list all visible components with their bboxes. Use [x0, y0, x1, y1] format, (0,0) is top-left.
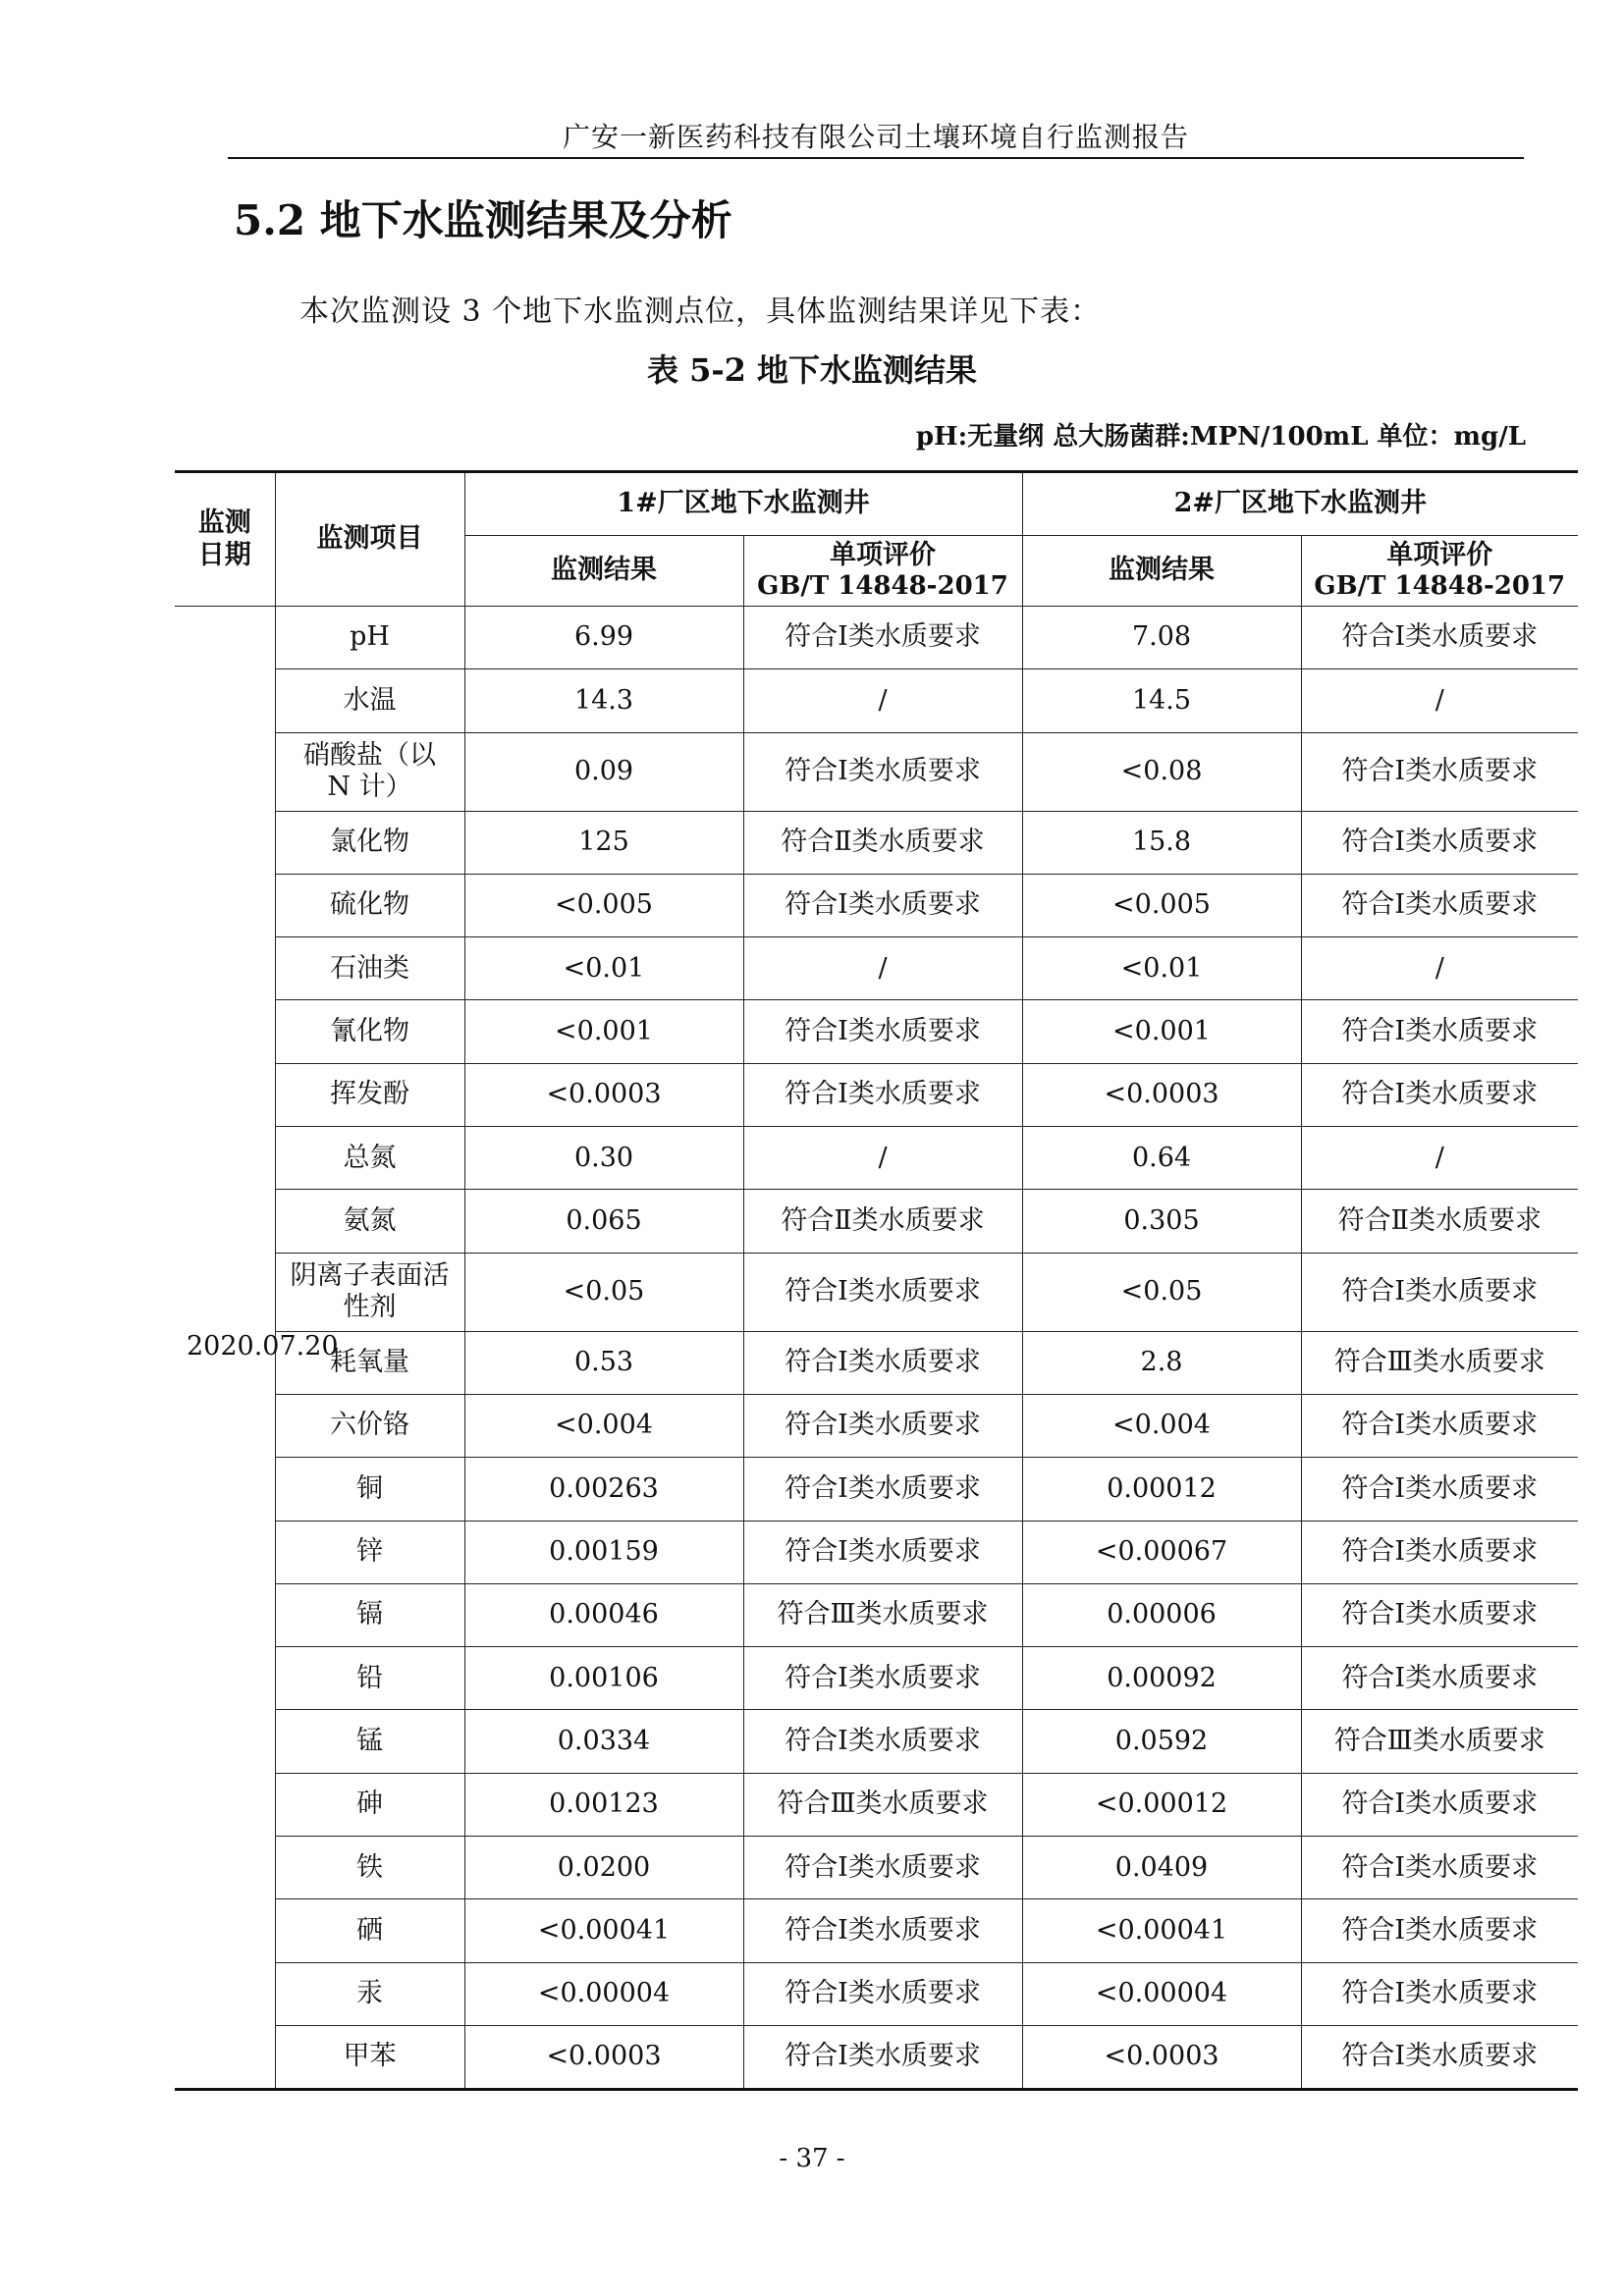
well1-result-cell: 0.09 — [464, 732, 743, 811]
table-row — [175, 1837, 1578, 1899]
section-title: 5.2 地下水监测结果及分析 — [234, 196, 732, 244]
table-units-note: pH:无量纲 总大肠菌群:MPN/100mL 单位：mg/L — [915, 422, 1526, 452]
well1-result-cell: 0.53 — [464, 1331, 743, 1394]
well1-result-cell: <0.001 — [464, 1000, 743, 1063]
table-row — [175, 1710, 1578, 1773]
table-row — [175, 1773, 1578, 1836]
page-number: - 37 - — [779, 2144, 845, 2173]
header-eval-label: 单项评价 — [830, 539, 936, 570]
well2-result-cell: 14.5 — [1022, 669, 1301, 732]
table-row — [175, 1521, 1578, 1583]
item-cell: 氨氮 — [275, 1190, 464, 1253]
well1-eval-cell: 符合Ⅰ类水质要求 — [743, 1837, 1022, 1899]
item-cell: 汞 — [275, 1962, 464, 2025]
header-eval-label: 单项评价 — [1386, 539, 1493, 570]
well2-result-cell: 0.0592 — [1022, 1710, 1301, 1773]
well1-eval-cell: 符合Ⅰ类水质要求 — [743, 1000, 1022, 1063]
well2-eval-cell: 符合Ⅰ类水质要求 — [1301, 2025, 1578, 2089]
item-cell: 阴离子表面活性剂 — [275, 1253, 464, 1331]
well2-eval-cell: 符合Ⅰ类水质要求 — [1301, 1000, 1578, 1063]
well1-result-cell: <0.00004 — [464, 1962, 743, 2025]
well1-eval-cell: / — [743, 937, 1022, 1000]
well2-eval-cell: / — [1301, 669, 1578, 732]
well2-eval-cell: 符合Ⅰ类水质要求 — [1301, 1899, 1578, 1962]
item-cell: 铅 — [275, 1647, 464, 1710]
well1-result-cell: 0.0200 — [464, 1837, 743, 1899]
header-eval-2 — [1301, 536, 1578, 607]
well1-result-cell: <0.0003 — [464, 2025, 743, 2089]
item-cell: 砷 — [275, 1773, 464, 1836]
well1-result-cell: 0.0334 — [464, 1710, 743, 1773]
table-body — [175, 607, 1578, 2090]
table-row — [175, 2025, 1578, 2089]
header-result-2: 监测结果 — [1022, 536, 1301, 607]
item-cell: 挥发酚 — [275, 1063, 464, 1126]
well1-eval-cell: 符合Ⅰ类水质要求 — [743, 1394, 1022, 1457]
well2-eval-cell: 符合Ⅰ类水质要求 — [1301, 1773, 1578, 1836]
well2-eval-cell: 符合Ⅲ类水质要求 — [1301, 1331, 1578, 1394]
well1-eval-cell: 符合Ⅰ类水质要求 — [743, 1710, 1022, 1773]
well2-eval-cell: 符合Ⅰ类水质要求 — [1301, 1837, 1578, 1899]
well2-result-cell: 0.305 — [1022, 1190, 1301, 1253]
well1-result-cell: 14.3 — [464, 669, 743, 732]
well1-eval-cell: 符合Ⅰ类水质要求 — [743, 1063, 1022, 1126]
well2-eval-cell: 符合Ⅰ类水质要求 — [1301, 732, 1578, 811]
well1-result-cell: 0.00123 — [464, 1773, 743, 1836]
item-cell: 锌 — [275, 1521, 464, 1583]
item-cell: 水温 — [275, 669, 464, 732]
well2-eval-cell: 符合Ⅰ类水质要求 — [1301, 1458, 1578, 1521]
well1-result-cell: <0.01 — [464, 937, 743, 1000]
well1-result-cell: 125 — [464, 811, 743, 874]
well2-eval-cell: 符合Ⅰ类水质要求 — [1301, 874, 1578, 936]
well1-result-cell: 6.99 — [464, 607, 743, 669]
header-well-1: 1#厂区地下水监测井 — [464, 472, 1022, 536]
table-row — [175, 1063, 1578, 1126]
well2-result-cell: <0.005 — [1022, 874, 1301, 936]
table-row — [175, 1458, 1578, 1521]
well2-eval-cell: 符合Ⅰ类水质要求 — [1301, 1521, 1578, 1583]
header-eval-1 — [743, 536, 1022, 607]
item-cell: pH — [275, 607, 464, 669]
header-standard: GB/T 14848-2017 — [1314, 571, 1566, 602]
table-row — [175, 874, 1578, 936]
well1-eval-cell: 符合Ⅰ类水质要求 — [743, 1458, 1022, 1521]
table-row — [175, 1127, 1578, 1190]
table-caption: 表 5-2 地下水监测结果 — [646, 351, 978, 389]
well2-eval-cell: 符合Ⅲ类水质要求 — [1301, 1710, 1578, 1773]
well2-result-cell: <0.001 — [1022, 1000, 1301, 1063]
well2-eval-cell: 符合Ⅰ类水质要求 — [1301, 811, 1578, 874]
table-row — [175, 1000, 1578, 1063]
well1-eval-cell: 符合Ⅱ类水质要求 — [743, 811, 1022, 874]
header-standard: GB/T 14848-2017 — [757, 571, 1008, 602]
table-row — [175, 607, 1578, 669]
well1-result-cell: <0.00041 — [464, 1899, 743, 1962]
well1-eval-cell: 符合Ⅰ类水质要求 — [743, 1899, 1022, 1962]
groundwater-results-table — [175, 470, 1578, 2091]
header-result-1: 监测结果 — [464, 536, 743, 607]
table-row — [175, 937, 1578, 1000]
item-cell: 总氮 — [275, 1127, 464, 1190]
well1-eval-cell: 符合Ⅰ类水质要求 — [743, 1253, 1022, 1331]
item-cell: 铜 — [275, 1458, 464, 1521]
well1-eval-cell: 符合Ⅰ类水质要求 — [743, 1521, 1022, 1583]
well2-eval-cell: / — [1301, 937, 1578, 1000]
item-cell: 六价铬 — [275, 1394, 464, 1457]
well2-eval-cell: 符合Ⅰ类水质要求 — [1301, 1962, 1578, 2025]
well1-result-cell: 0.00263 — [464, 1458, 743, 1521]
well2-result-cell: 7.08 — [1022, 607, 1301, 669]
header-rule — [228, 157, 1524, 159]
well1-result-cell: 0.00159 — [464, 1521, 743, 1583]
item-cell: 铁 — [275, 1837, 464, 1899]
table-row — [175, 732, 1578, 811]
well1-eval-cell: 符合Ⅱ类水质要求 — [743, 1190, 1022, 1253]
item-cell: 甲苯 — [275, 2025, 464, 2089]
table-row — [175, 1647, 1578, 1710]
well1-eval-cell: 符合Ⅰ类水质要求 — [743, 732, 1022, 811]
well2-eval-cell: 符合Ⅰ类水质要求 — [1301, 607, 1578, 669]
well2-eval-cell: 符合Ⅰ类水质要求 — [1301, 1394, 1578, 1457]
item-cell: 硫化物 — [275, 874, 464, 936]
header-item: 监测项目 — [275, 472, 464, 607]
well2-result-cell: 2.8 — [1022, 1331, 1301, 1394]
running-header-title: 广安一新医药科技有限公司土壤环境自行监测报告 — [562, 121, 1189, 153]
well1-result-cell: <0.0003 — [464, 1063, 743, 1126]
intro-paragraph: 本次监测设 3 个地下水监测点位，具体监测结果详见下表： — [299, 294, 1102, 329]
well2-eval-cell: 符合Ⅰ类水质要求 — [1301, 1253, 1578, 1331]
well2-result-cell: 0.00012 — [1022, 1458, 1301, 1521]
well2-eval-cell: 符合Ⅰ类水质要求 — [1301, 1583, 1578, 1646]
table-row — [175, 1190, 1578, 1253]
well1-result-cell: <0.004 — [464, 1394, 743, 1457]
well2-result-cell: <0.004 — [1022, 1394, 1301, 1457]
well2-result-cell: <0.00067 — [1022, 1521, 1301, 1583]
well2-result-cell: <0.01 — [1022, 937, 1301, 1000]
table-row — [175, 811, 1578, 874]
well1-eval-cell: 符合Ⅰ类水质要求 — [743, 874, 1022, 936]
item-cell: 硒 — [275, 1899, 464, 1962]
well2-result-cell: 0.00006 — [1022, 1583, 1301, 1646]
table-row — [175, 1962, 1578, 2025]
well2-result-cell: <0.00041 — [1022, 1899, 1301, 1962]
well2-result-cell: <0.0003 — [1022, 2025, 1301, 2089]
well2-result-cell: <0.05 — [1022, 1253, 1301, 1331]
table-row — [175, 1331, 1578, 1394]
item-cell: 镉 — [275, 1583, 464, 1646]
well2-result-cell: 15.8 — [1022, 811, 1301, 874]
table-row — [175, 1583, 1578, 1646]
item-cell: 氰化物 — [275, 1000, 464, 1063]
table-row — [175, 1253, 1578, 1331]
well1-result-cell: <0.05 — [464, 1253, 743, 1331]
well2-result-cell: <0.00004 — [1022, 1962, 1301, 2025]
well1-eval-cell: / — [743, 669, 1022, 732]
header-well-2: 2#厂区地下水监测井 — [1022, 472, 1578, 536]
well1-eval-cell: 符合Ⅰ类水质要求 — [743, 607, 1022, 669]
well2-result-cell: <0.08 — [1022, 732, 1301, 811]
date-cell: 2020.07.20 — [175, 607, 275, 2090]
well1-eval-cell: 符合Ⅰ类水质要求 — [743, 1647, 1022, 1710]
well2-eval-cell: 符合Ⅱ类水质要求 — [1301, 1190, 1578, 1253]
well2-eval-cell: 符合Ⅰ类水质要求 — [1301, 1647, 1578, 1710]
well1-result-cell: 0.065 — [464, 1190, 743, 1253]
well1-eval-cell: 符合Ⅲ类水质要求 — [743, 1773, 1022, 1836]
well2-eval-cell: / — [1301, 1127, 1578, 1190]
table-row — [175, 669, 1578, 732]
well1-eval-cell: / — [743, 1127, 1022, 1190]
item-cell: 硝酸盐（以 N 计） — [275, 732, 464, 811]
well1-eval-cell: 符合Ⅰ类水质要求 — [743, 1331, 1022, 1394]
table-row — [175, 1899, 1578, 1962]
well2-result-cell: 0.00092 — [1022, 1647, 1301, 1710]
item-cell: 氯化物 — [275, 811, 464, 874]
item-cell: 锰 — [275, 1710, 464, 1773]
well1-result-cell: 0.30 — [464, 1127, 743, 1190]
well1-result-cell: 0.00046 — [464, 1583, 743, 1646]
well2-result-cell: 0.0409 — [1022, 1837, 1301, 1899]
well2-result-cell: <0.0003 — [1022, 1063, 1301, 1126]
well2-eval-cell: 符合Ⅰ类水质要求 — [1301, 1063, 1578, 1126]
table-row — [175, 1394, 1578, 1457]
well1-result-cell: <0.005 — [464, 874, 743, 936]
well1-eval-cell: 符合Ⅰ类水质要求 — [743, 2025, 1022, 2089]
well2-result-cell: <0.00012 — [1022, 1773, 1301, 1836]
well1-eval-cell: 符合Ⅲ类水质要求 — [743, 1583, 1022, 1646]
item-cell: 耗氧量 — [275, 1331, 464, 1394]
well1-eval-cell: 符合Ⅰ类水质要求 — [743, 1962, 1022, 2025]
header-date: 监测日期 — [175, 472, 275, 607]
well2-result-cell: 0.64 — [1022, 1127, 1301, 1190]
item-cell: 石油类 — [275, 937, 464, 1000]
well1-result-cell: 0.00106 — [464, 1647, 743, 1710]
